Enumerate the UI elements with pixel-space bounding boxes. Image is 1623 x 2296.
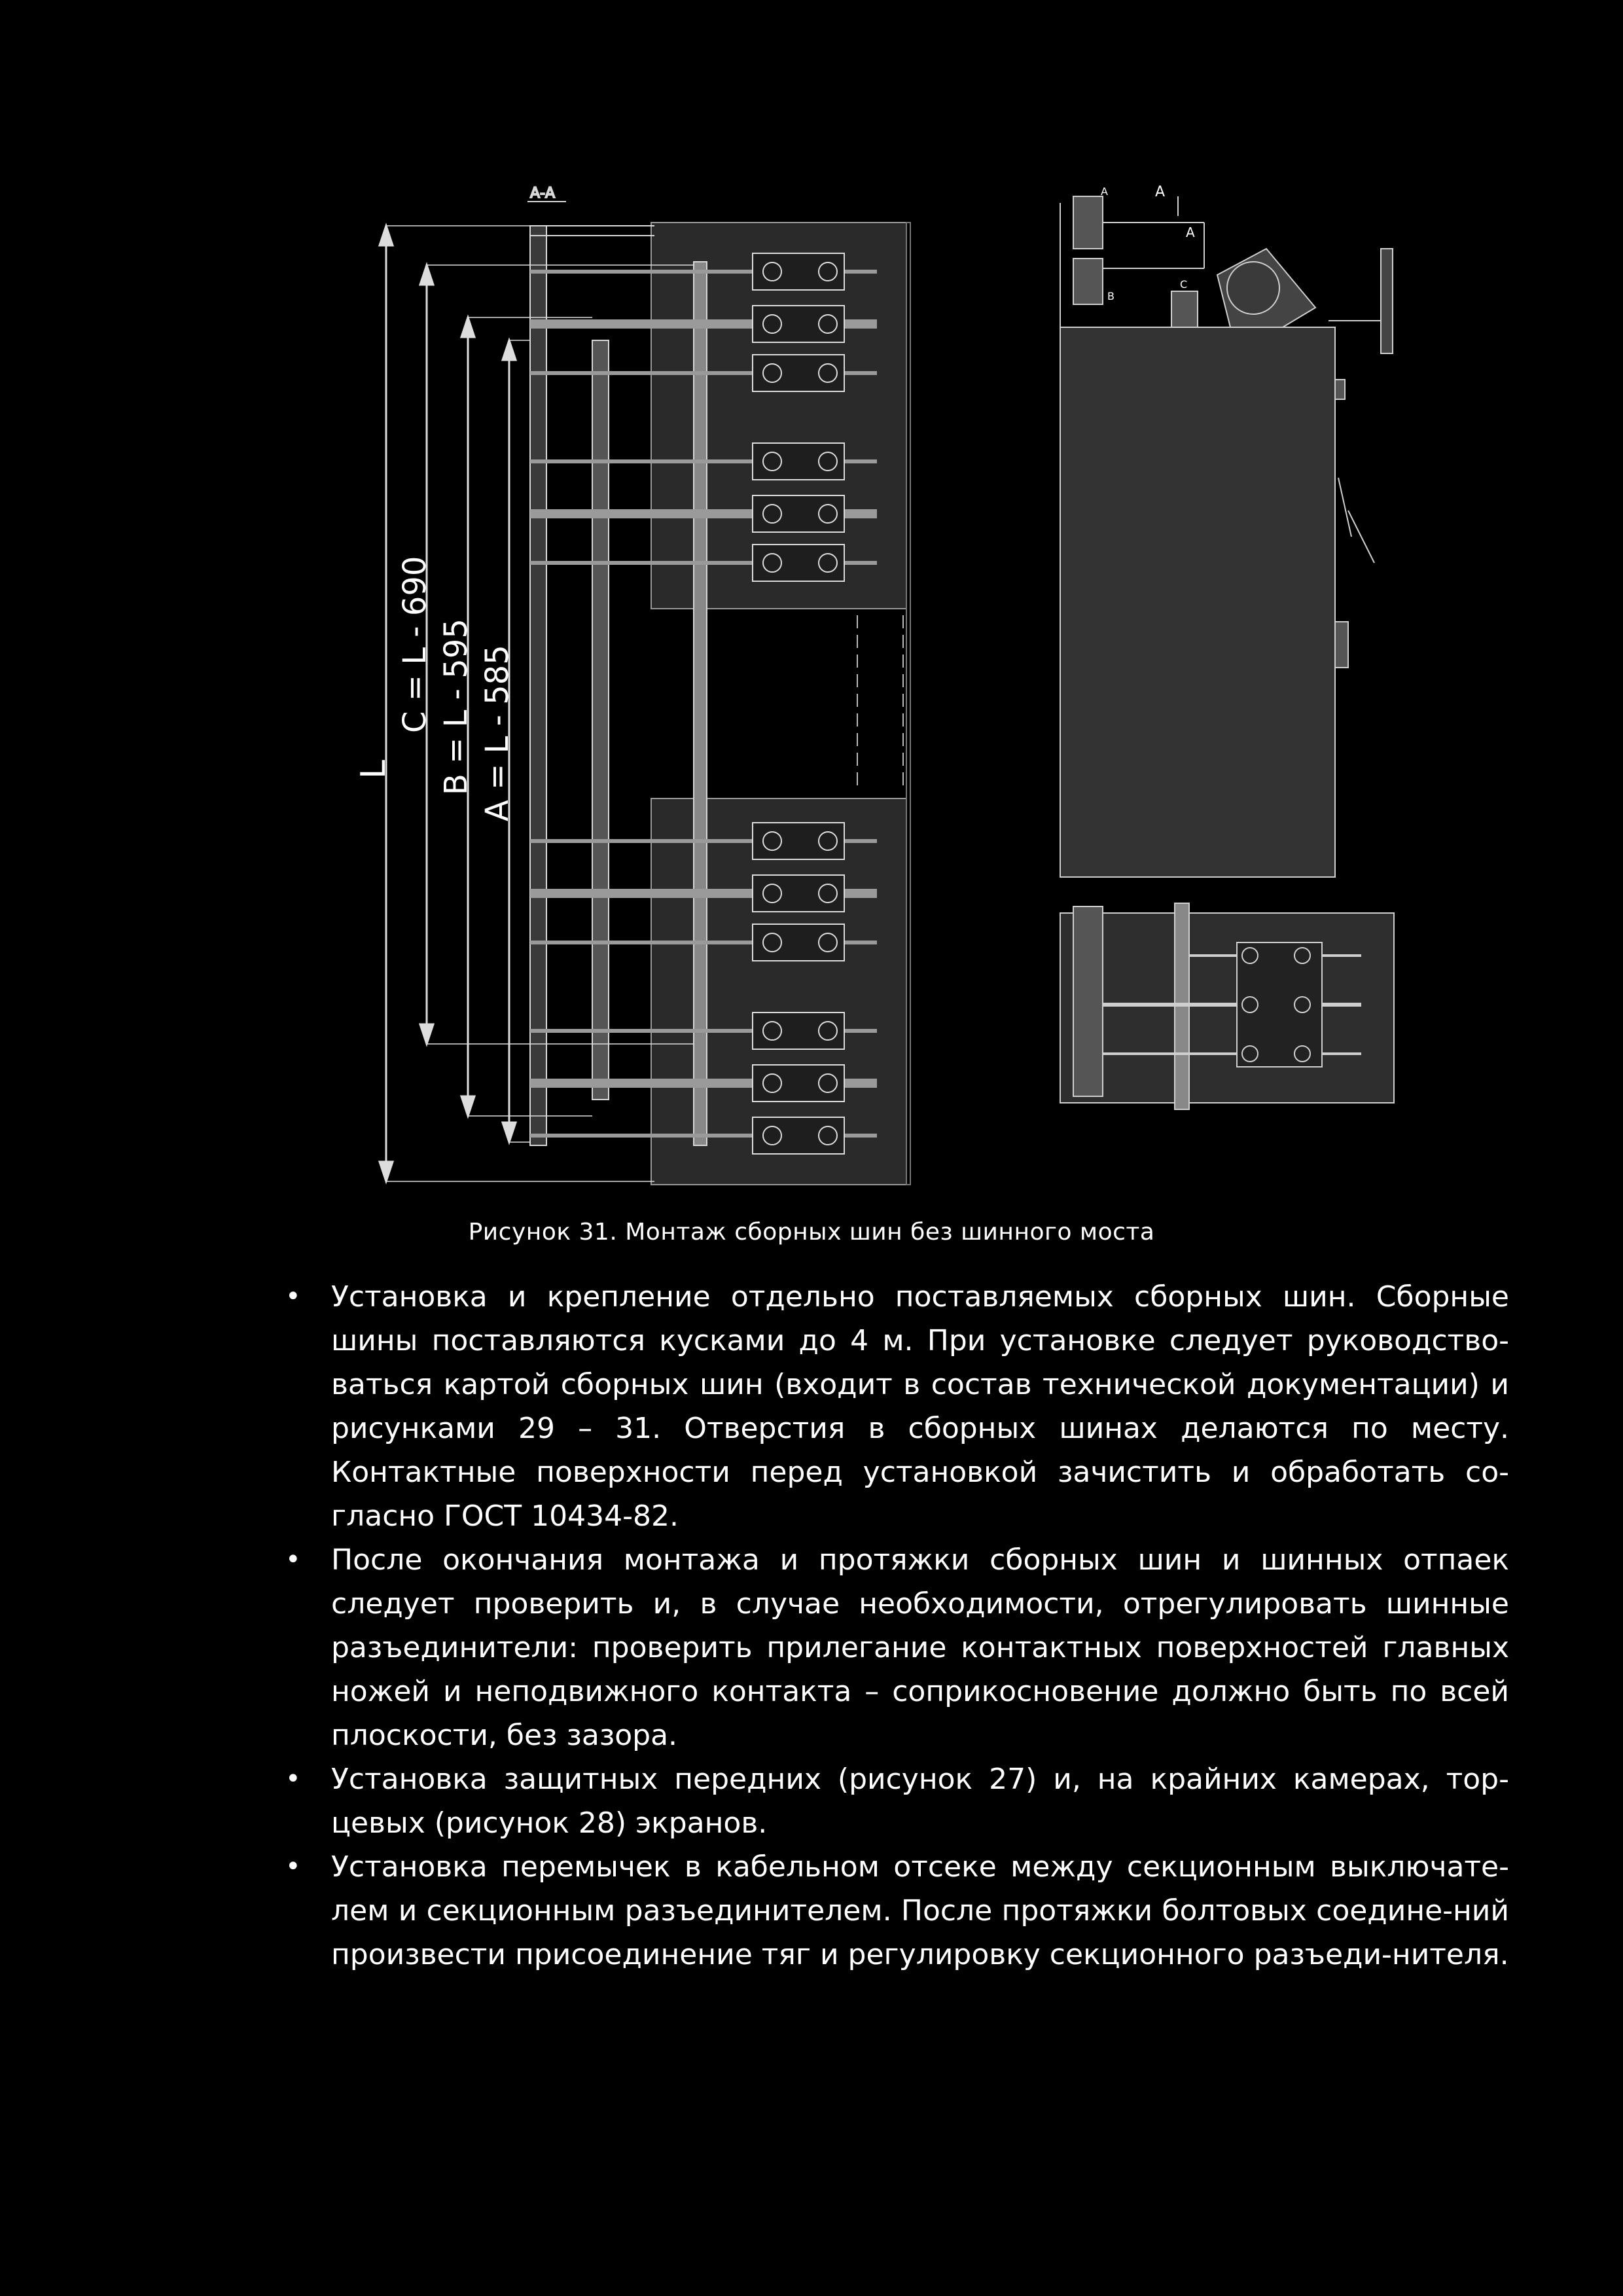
bullet-icon: • [285, 1852, 301, 1882]
contact-block [753, 355, 844, 391]
contact-block [753, 1013, 844, 1049]
contact-block [753, 1117, 844, 1154]
section-label: А-А [530, 185, 556, 202]
dimension-c: C = L - 690 [397, 556, 433, 733]
list-item-text: Установка и крепление отдельно поставляемых сборных шин. Сборные шины поставляются кусками до 4 м. При установке следует руководство-ваться картой сборных шин (входит в состав технической документации) и рисунками 29 – 31. Отверстия в сборных шинах делаются по месту. Контактные поверхности перед установкой зачистить и обработать со-гласно ГОСТ 10434-82. [331, 1280, 1509, 1533]
list-item [268, 1757, 1509, 1845]
side-marker-b: B [1107, 290, 1115, 302]
contact-block [753, 875, 844, 912]
side-marker-a2: A [1155, 184, 1166, 200]
list-item [268, 1538, 1509, 1757]
bullet-icon: • [285, 1545, 301, 1575]
plan-view [1060, 903, 1394, 1109]
list-item-text: Установка защитных передних (рисунок 27) и, на крайних камерах, тор-цевых (рисунок 28) экранов. [331, 1763, 1509, 1840]
contact-block [753, 545, 844, 581]
dimension-l: L [354, 760, 393, 779]
figure-caption: Рисунок 31. Монтаж сборных шин без шинного моста [468, 1219, 1155, 1246]
bullet-icon: • [285, 1764, 301, 1794]
side-marker-a3: A [1186, 224, 1195, 240]
side-marker-c: C [1180, 278, 1188, 291]
contact-block [753, 443, 844, 480]
list-item-text: Установка перемычек в кабельном отсеке между секционным выключате-лем и секционным разъединителем. После протяжки болтовых соедине-ний произвести присоединение тяг и регулировку секционного разъеди-нителя. [331, 1850, 1509, 1971]
side-marker-a1: A [1101, 185, 1108, 198]
contact-block [753, 924, 844, 961]
instruction-list [268, 1275, 1509, 1977]
dimension-b: B = L - 595 [438, 619, 474, 795]
contact-block [753, 495, 844, 532]
contact-block [753, 306, 844, 342]
contact-block [753, 253, 844, 290]
busbar-installation-drawing [327, 177, 1407, 1198]
list-item [268, 1845, 1509, 1977]
list-item-text: После окончания монтажа и протяжки сборных шин и шинных отпаек следует проверить и, в случае необходимости, отрегулировать шинные разъединители: проверить прилегание контактных поверхностей главных ножей и неподвижного контакта – соприкосновение должно быть по всей плоскости, без зазора. [331, 1543, 1509, 1752]
dimension-a: A = L - 585 [479, 645, 516, 821]
list-item [268, 1275, 1509, 1538]
contact-block [753, 823, 844, 859]
bullet-icon: • [285, 1282, 301, 1312]
contact-block [753, 1065, 844, 1102]
